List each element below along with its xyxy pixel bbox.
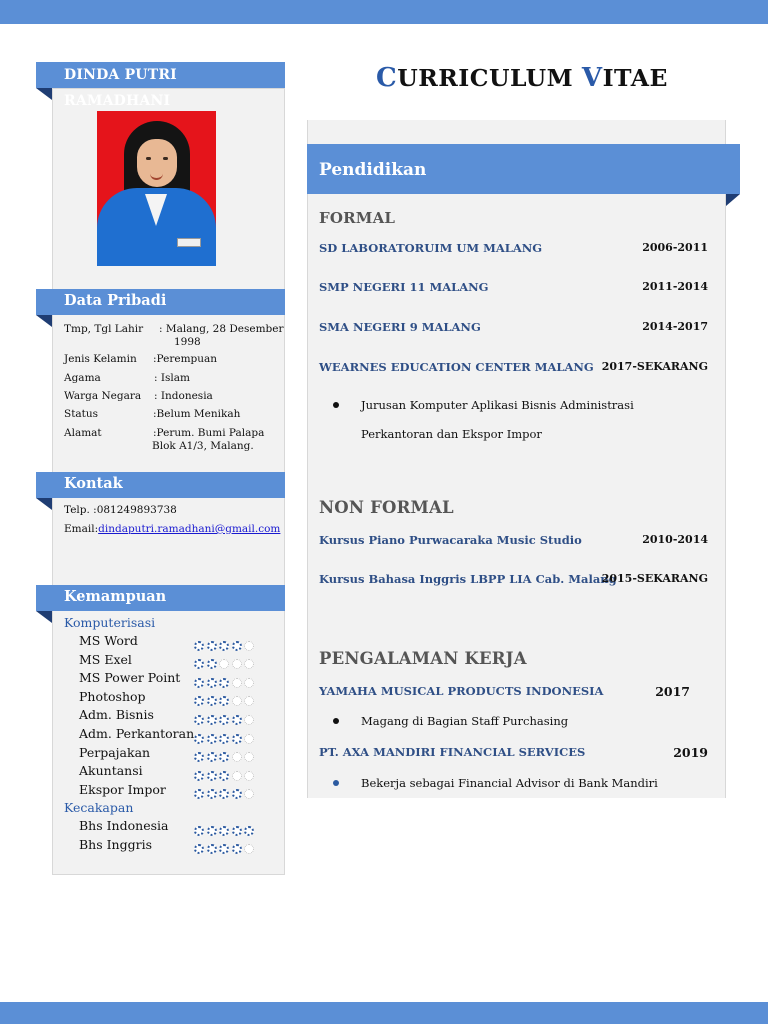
personal-label: Jenis Kelamin	[64, 353, 137, 365]
personal-value-cont: 1998	[174, 336, 201, 348]
skill-rating	[194, 691, 257, 703]
bottom-band	[0, 1002, 768, 1024]
rating-filled-icon	[194, 771, 204, 781]
formal-heading: FORMAL	[319, 209, 396, 227]
rating-filled-icon	[207, 696, 217, 706]
rating-filled-icon	[232, 734, 242, 744]
formal-entry	[319, 280, 708, 294]
bullet-icon	[333, 402, 339, 408]
ribbon-fold-icon	[726, 194, 740, 206]
name-header	[36, 62, 285, 109]
rating-empty-icon	[232, 771, 242, 781]
school-name: SD LABORATORUIM UM MALANG	[319, 241, 543, 255]
personal-label: Agama	[64, 372, 101, 384]
email-label: Email:	[64, 523, 99, 535]
personal-row-birth	[64, 323, 284, 348]
school-years: 2011-2014	[642, 280, 708, 293]
course-name: Kursus Piano Purwacaraka Music Studio	[319, 533, 582, 547]
school-name: SMP NEGERI 11 MALANG	[319, 280, 489, 294]
pendidikan-title: Pendidikan	[319, 160, 427, 180]
rating-filled-icon	[207, 641, 217, 651]
rating-filled-icon	[219, 771, 229, 781]
skill-name: MS Exel	[79, 651, 132, 667]
company-name: PT. AXA MANDIRI FINANCIAL SERVICES	[319, 745, 586, 759]
skill-name: MS Power Point	[79, 670, 181, 686]
personal-row-gender	[64, 353, 218, 366]
profile-photo	[97, 111, 216, 266]
skill-category-computer: Komputerisasi	[64, 615, 156, 630]
rating-empty-icon	[244, 678, 254, 688]
school-years: 2014-2017	[642, 320, 708, 333]
rating-filled-icon	[207, 659, 217, 669]
rating-filled-icon	[232, 641, 242, 651]
work-year: 2019	[673, 745, 708, 760]
rating-filled-icon	[207, 734, 217, 744]
rating-filled-icon	[207, 844, 217, 854]
work-desc	[333, 769, 713, 798]
rating-filled-icon	[207, 771, 217, 781]
rating-empty-icon	[232, 752, 242, 762]
work-desc-text: Bekerja sebagai Financial Advisor di Bank Mandiri	[361, 776, 658, 790]
bullet-icon	[333, 780, 339, 786]
photo-eye	[163, 157, 168, 160]
data-pribadi-header	[36, 289, 285, 315]
rating-filled-icon	[232, 715, 242, 725]
skill-name: Bhs Indonesia	[79, 818, 169, 833]
bullet-icon	[333, 718, 339, 724]
kemampuan-header	[36, 585, 285, 611]
skill-name: Photoshop	[79, 688, 146, 704]
rating-empty-icon	[232, 696, 242, 706]
school-name: WEARNES EDUCATION CENTER MALANG	[319, 360, 594, 374]
skill-name: Perpajakan	[79, 744, 151, 760]
rating-filled-icon	[219, 734, 229, 744]
ribbon-fold-icon	[36, 315, 52, 327]
personal-label: Tmp, Tgl Lahir	[64, 323, 144, 335]
data-pribadi-title: Data Pribadi	[64, 292, 167, 309]
rating-filled-icon	[194, 678, 204, 688]
kemampuan-title: Kemampuan	[64, 588, 167, 605]
rating-empty-icon	[244, 641, 254, 651]
rating-empty-icon	[232, 678, 242, 688]
work-desc-text: Magang di Bagian Staff Purchasing	[361, 714, 569, 728]
rating-filled-icon	[207, 789, 217, 799]
ribbon-fold-icon	[36, 88, 52, 100]
formal-entry	[319, 360, 708, 374]
rating-empty-icon	[232, 659, 242, 669]
ribbon-fold-icon	[36, 611, 52, 623]
school-years: 2006-2011	[642, 241, 708, 254]
rating-filled-icon	[219, 678, 229, 688]
formal-entry	[319, 241, 708, 255]
email-link[interactable]: dindaputri.ramadhani@gmail.com	[98, 523, 281, 535]
work-entry	[319, 684, 708, 698]
work-entry	[319, 745, 708, 759]
title-part: ITAE	[602, 64, 668, 92]
title-v-letter: V	[581, 63, 603, 93]
full-name: DINDA PUTRI RAMADHANI	[64, 67, 177, 109]
formal-note-line: Jurusan Komputer Aplikasi Bisnis Administrasi	[361, 398, 634, 412]
skill-rating	[194, 839, 257, 851]
skill-rating	[194, 784, 257, 796]
rating-empty-icon	[244, 771, 254, 781]
skill-rating	[194, 728, 257, 740]
school-years: 2017-SEKARANG	[601, 360, 708, 373]
course-years: 2015-SEKARANG	[601, 572, 708, 585]
photo-badge	[177, 238, 201, 247]
rating-filled-icon	[194, 641, 204, 651]
pendidikan-header	[307, 144, 740, 194]
rating-filled-icon	[194, 715, 204, 725]
rating-empty-icon	[244, 715, 254, 725]
nonformal-entry	[319, 533, 708, 547]
page-title	[376, 63, 668, 93]
rating-filled-icon	[219, 641, 229, 651]
rating-filled-icon	[232, 789, 242, 799]
course-name: Kursus Bahasa Inggris LBPP LIA Cab. Malang	[319, 572, 617, 586]
personal-label: Alamat	[64, 427, 102, 439]
nonformal-entry	[319, 572, 708, 586]
skill-rating	[194, 672, 257, 684]
rating-empty-icon	[244, 734, 254, 744]
skill-rating	[194, 820, 257, 832]
kontak-header	[36, 472, 285, 498]
rating-filled-icon	[207, 678, 217, 688]
personal-row-status	[64, 408, 241, 421]
kontak-title: Kontak	[64, 475, 123, 492]
course-years: 2010-2014	[642, 533, 708, 546]
company-name: YAMAHA MUSICAL PRODUCTS INDONESIA	[319, 684, 604, 698]
skill-rating	[194, 747, 257, 759]
top-band	[0, 0, 768, 24]
rating-filled-icon	[194, 826, 204, 836]
ribbon-fold-icon	[36, 498, 52, 510]
personal-value: : Indonesia	[154, 390, 213, 402]
skill-name: Akuntansi	[79, 763, 143, 779]
skill-name: Adm. Perkantoran	[79, 726, 195, 741]
title-first-letter: C	[376, 63, 398, 93]
rating-filled-icon	[232, 826, 242, 836]
personal-value: :Belum Menikah	[153, 408, 241, 420]
skill-rating	[194, 765, 257, 777]
email-row	[64, 523, 280, 535]
work-year: 2017	[655, 684, 690, 699]
phone-text: Telp. :081249893738	[64, 504, 177, 516]
rating-filled-icon	[207, 826, 217, 836]
rating-filled-icon	[244, 826, 254, 836]
rating-filled-icon	[232, 844, 242, 854]
formal-entry	[319, 320, 708, 334]
rating-filled-icon	[194, 734, 204, 744]
skill-category-language: Kecakapan	[64, 800, 134, 815]
personal-row-nationality	[64, 390, 213, 403]
personal-value-cont: Blok A1/3, Malang.	[152, 440, 254, 452]
skill-name: Adm. Bisnis	[79, 707, 154, 723]
personal-row-religion	[64, 372, 190, 385]
skill-rating	[194, 635, 257, 647]
rating-filled-icon	[207, 715, 217, 725]
school-name: SMA NEGERI 9 MALANG	[319, 320, 481, 334]
formal-note	[333, 391, 713, 449]
title-part: URRICULUM	[397, 64, 582, 92]
skill-rating	[194, 654, 257, 666]
rating-filled-icon	[219, 715, 229, 725]
nonformal-heading: NON FORMAL	[319, 498, 454, 517]
personal-value: : Islam	[154, 372, 190, 384]
skill-rating	[194, 709, 257, 721]
personal-label: Warga Negara	[64, 390, 142, 402]
personal-row-address	[64, 427, 265, 452]
skill-name: Bhs Inggris	[79, 836, 153, 852]
skill-name: MS Word	[79, 633, 138, 648]
photo-eye	[146, 157, 151, 160]
rating-filled-icon	[207, 752, 217, 762]
personal-value: : Malang, 28 Desember	[159, 323, 284, 335]
personal-value: :Perum. Bumi Palapa	[153, 427, 265, 439]
work-heading: PENGALAMAN KERJA	[319, 649, 527, 668]
formal-note-line: Perkantoran dan Ekspor Impor	[361, 427, 542, 441]
personal-label: Status	[64, 408, 99, 420]
rating-filled-icon	[219, 826, 229, 836]
work-desc	[333, 707, 713, 736]
personal-value: :Perempuan	[153, 353, 218, 365]
skill-name: Ekspor Impor	[79, 781, 166, 797]
